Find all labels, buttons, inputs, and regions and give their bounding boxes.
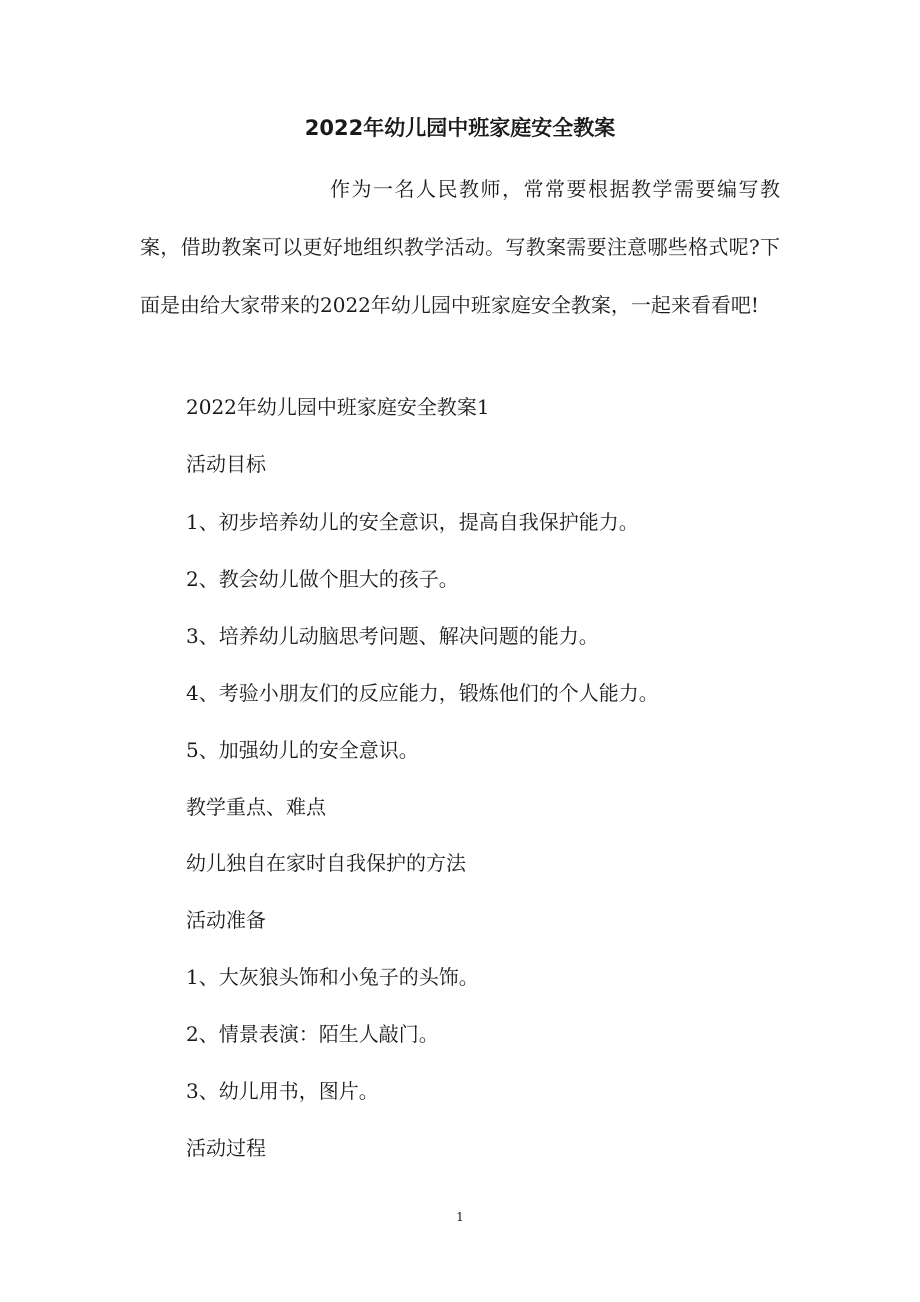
goals-heading: 活动目标 bbox=[186, 452, 266, 476]
goal-item-3: 3、培养幼儿动脑思考问题、解决问题的能力。 bbox=[186, 624, 599, 648]
page-number: 1 bbox=[456, 1210, 464, 1224]
focus-heading: 教学重点、难点 bbox=[186, 795, 326, 819]
focus-text: 幼儿独自在家时自我保护的方法 bbox=[186, 851, 466, 875]
intro-paragraph: 作为一名人民教师，常常要根据教学需要编写教案，借助教案可以更好地组织教学活动。写教案需要注意哪些格式呢?下面是由给大家带来的2022年幼儿园中班家庭安全教案，一起来看看吧! bbox=[140, 177, 780, 317]
prep-heading: 活动准备 bbox=[186, 908, 266, 932]
process-heading: 活动过程 bbox=[186, 1136, 266, 1160]
document-title: 2022年幼儿园中班家庭安全教案 bbox=[304, 116, 616, 140]
goal-item-4: 4、考验小朋友们的反应能力，锻炼他们的个人能力。 bbox=[186, 681, 659, 705]
goal-item-2: 2、教会幼儿做个胆大的孩子。 bbox=[186, 567, 459, 591]
prep-item-3: 3、幼儿用书，图片。 bbox=[186, 1079, 379, 1103]
goal-item-1: 1、初步培养幼儿的安全意识，提高自我保护能力。 bbox=[186, 510, 639, 534]
prep-item-1: 1、大灰狼头饰和小兔子的头饰。 bbox=[186, 965, 479, 989]
section-title: 2022年幼儿园中班家庭安全教案1 bbox=[186, 395, 490, 419]
prep-item-2: 2、情景表演：陌生人敲门。 bbox=[186, 1022, 439, 1046]
goal-item-5: 5、加强幼儿的安全意识。 bbox=[186, 738, 419, 762]
